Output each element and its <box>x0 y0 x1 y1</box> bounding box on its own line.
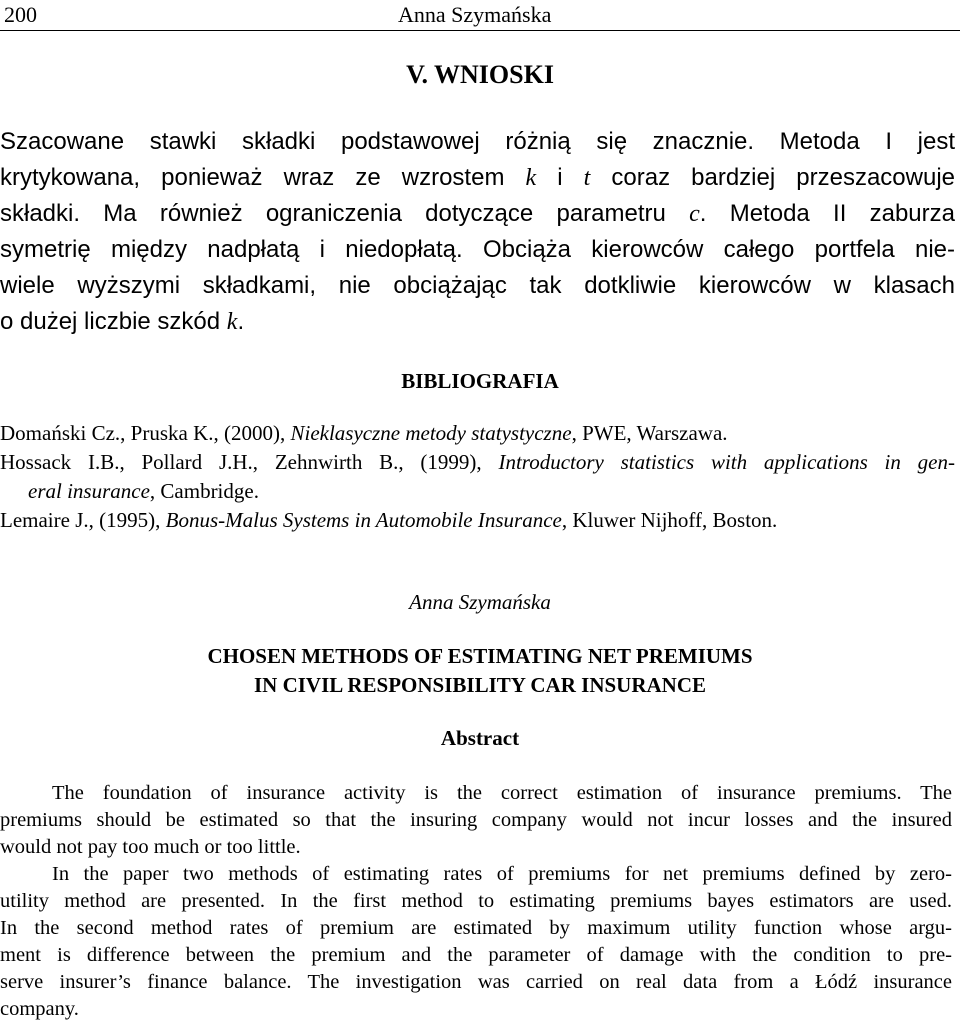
abstract-line: serve insurer’s finance balance. The investigation was carried on real data from a Łódź insurance <box>0 971 952 993</box>
conclusions-paragraph <box>0 124 955 340</box>
bibliography-entry: Lemaire J., (1995), Bonus-Malus Systems in Automobile Insurance, Kluwer Nijhoff, Boston. <box>0 508 778 532</box>
abstract-line: premiums should be estimated so that the insuring company would not incur losses and the insured <box>0 809 952 831</box>
text-line: krytykowana, ponieważ wraz ze wzrostem k i t coraz bardziej przeszacowuje <box>0 164 955 191</box>
abstract-line: In the second method rates of premium are estimated by maximum utility function whose argu- <box>0 917 952 939</box>
section-title: V. WNIOSKI <box>406 60 554 89</box>
abstract-line: The foundation of insurance activity is the correct estimation of insurance premiums. The <box>52 782 952 804</box>
text-line: Szacowane stawki składki podstawowej różnią się znacznie. Metoda I jest <box>0 128 955 155</box>
abstract-line: ment is difference between the premium and the parameter of damage with the condition to pre- <box>0 944 952 966</box>
bibliography-entry: Domański Cz., Pruska K., (2000), Nieklasyczne metody statystyczne, PWE, Warszawa. <box>0 421 728 445</box>
abstract-line: In the paper two methods of estimating rates of premiums for net premiums defined by zero- <box>52 863 952 885</box>
abstract-body <box>0 780 952 1023</box>
summary-title-line-2: IN CIVIL RESPONSIBILITY CAR INSURANCE <box>254 673 706 697</box>
text-line: wiele wyższymi składkami, nie obciążając tak dotkliwie kierowców w klasach <box>0 272 955 299</box>
summary-title-line-1: CHOSEN METHODS OF ESTIMATING NET PREMIUMS <box>207 644 753 668</box>
summary-author: Anna Szymańska <box>409 590 551 614</box>
page-header <box>0 0 960 31</box>
abstract-line: utility method are presented. In the first method to estimating premiums bayes estimators are used. <box>0 890 952 912</box>
text-line: symetrię między nadpłatą i niedopłatą. Obciąża kierowców całego portfela nie- <box>0 236 955 263</box>
bibliography-title: BIBLIOGRAFIA <box>401 369 559 393</box>
running-head: Anna Szymańska <box>398 2 552 27</box>
abstract-heading: Abstract <box>440 726 520 750</box>
bibliography-entry-continuation: eral insurance, Cambridge. <box>28 479 259 503</box>
abstract-line: would not pay too much or too little. <box>0 836 301 858</box>
abstract-line: company. <box>0 998 79 1020</box>
bibliography-list <box>0 419 955 535</box>
page-number: 200 <box>4 2 37 27</box>
text-line: o dużej liczbie szkód k. <box>0 308 245 335</box>
bibliography-entry: Hossack I.B., Pollard J.H., Zehnwirth B., (1999), Introductory statistics with applications in gen- <box>0 450 955 474</box>
text-line: składki. Ma również ograniczenia dotyczące parametru c. Metoda II zaburza <box>0 200 955 227</box>
